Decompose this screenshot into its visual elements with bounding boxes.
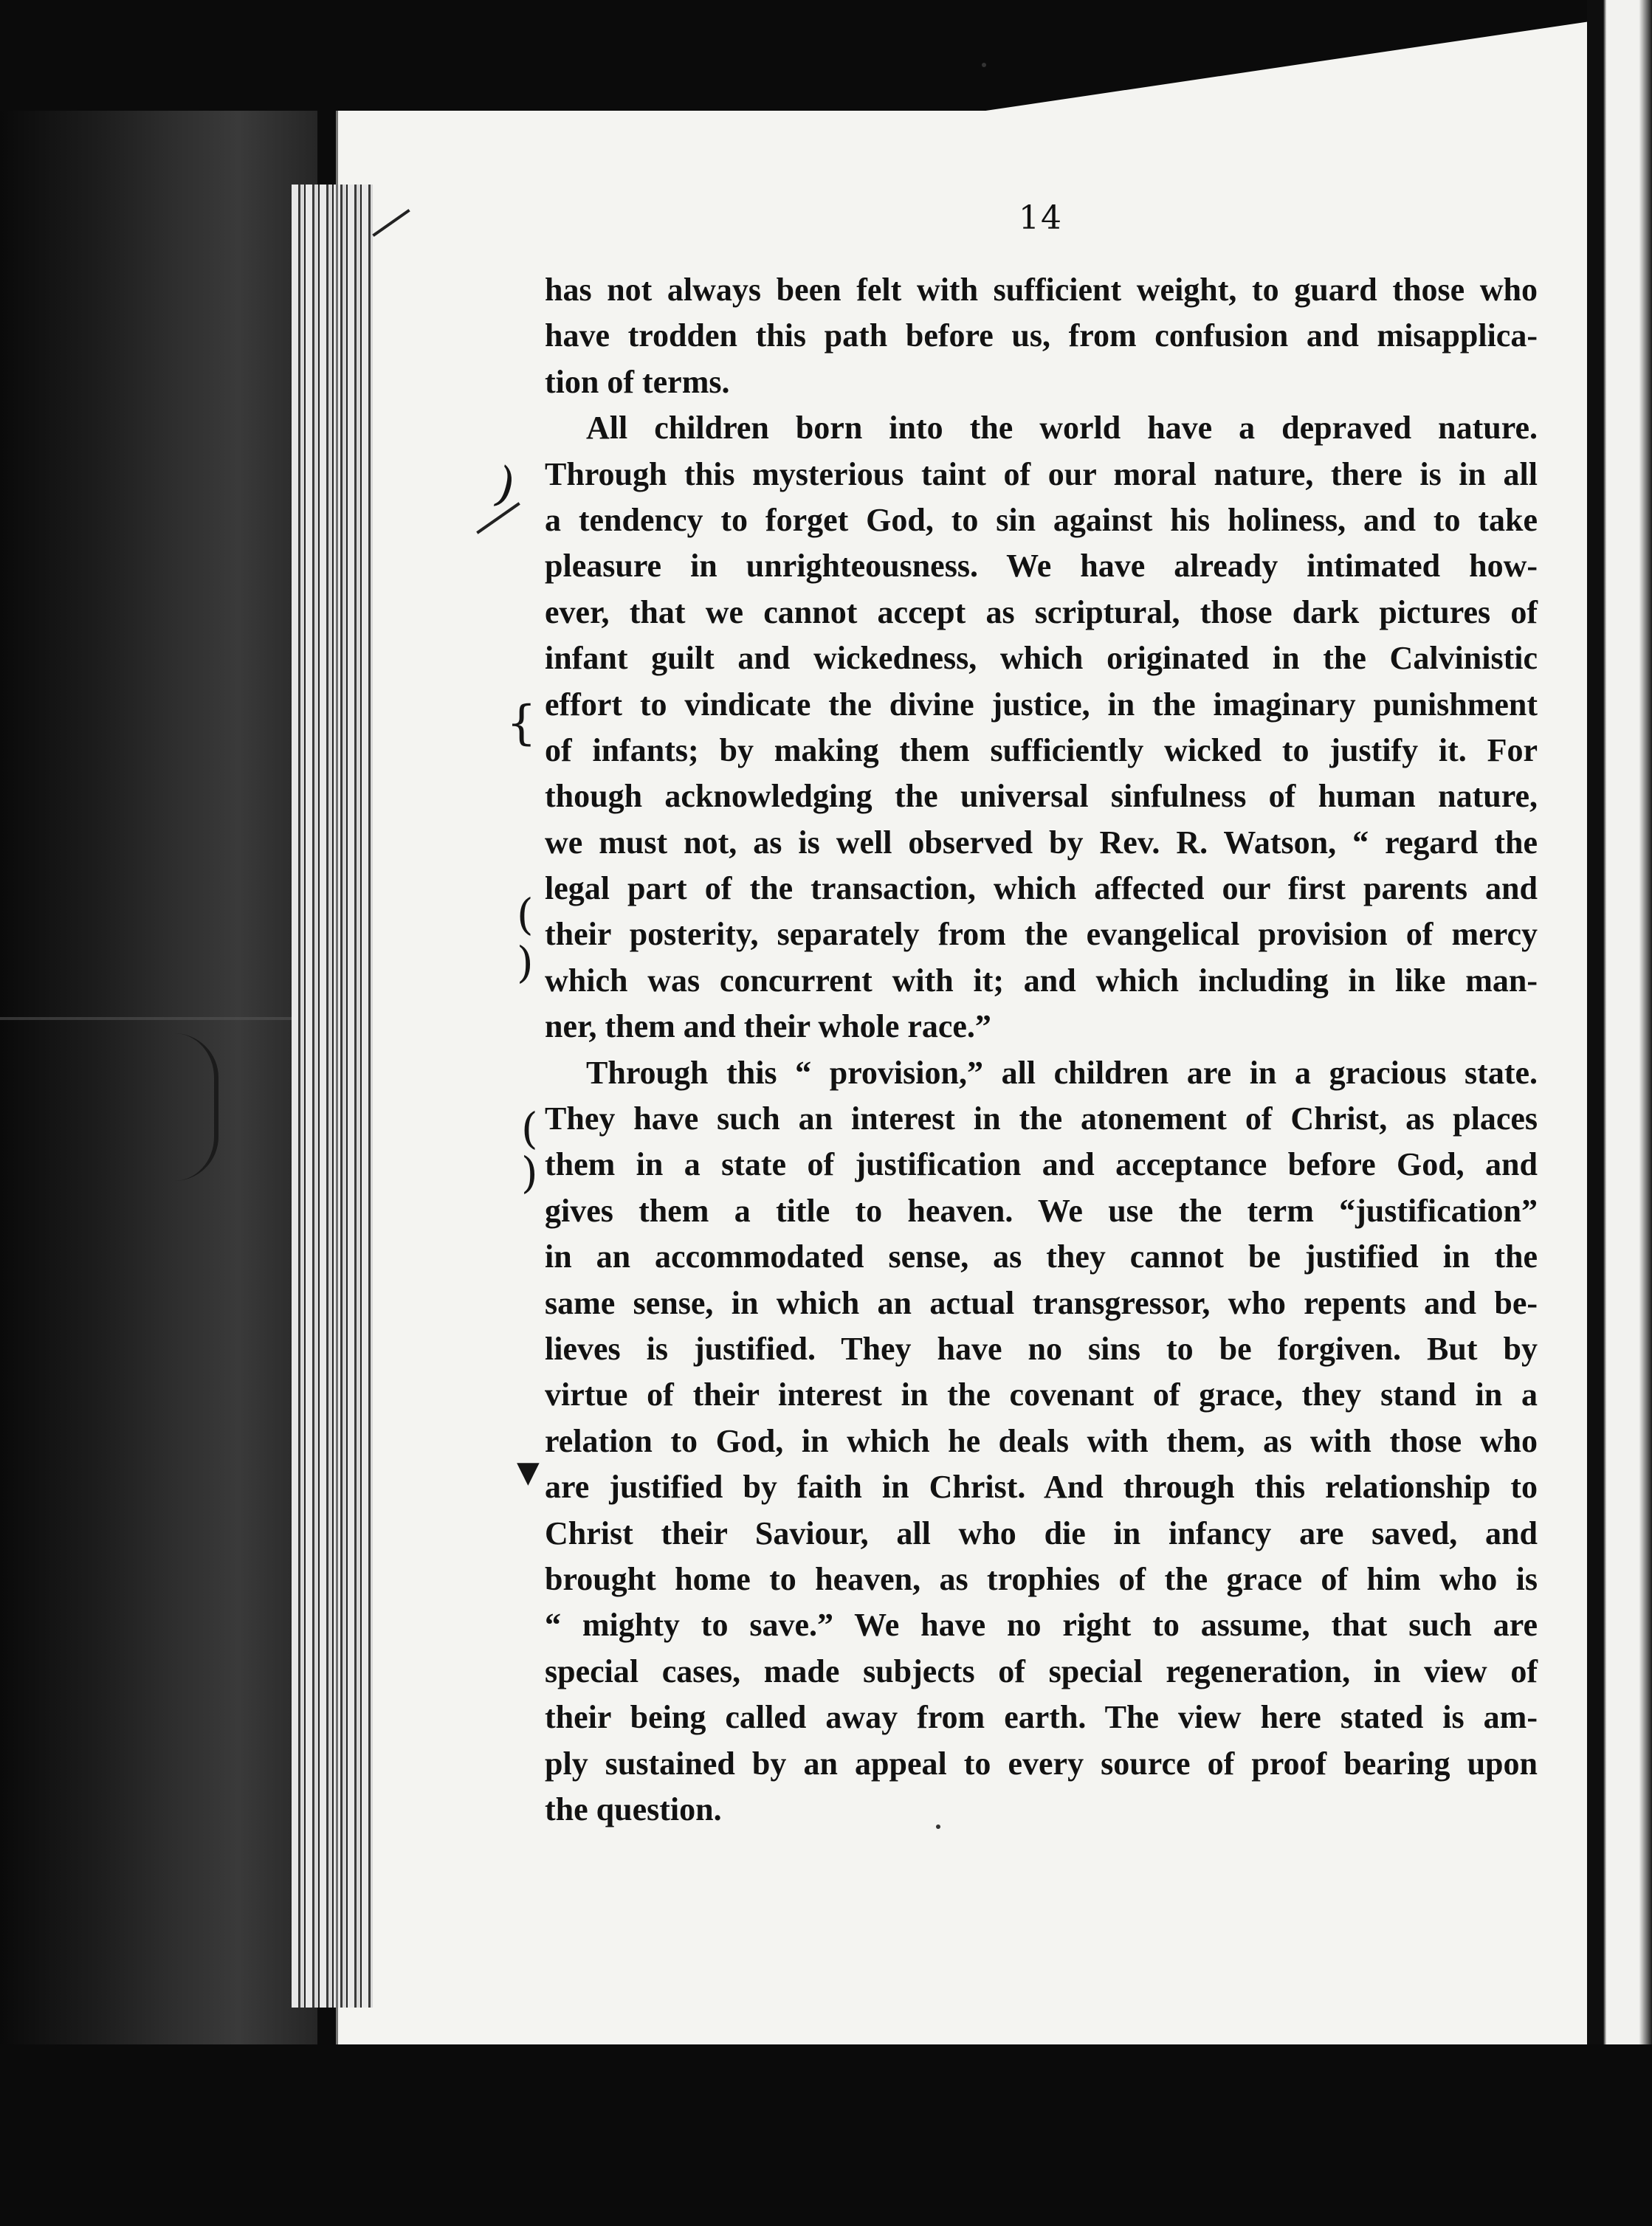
text-line: tion of terms. [545,363,730,400]
text-line: have trodden this path before us, from confusion and misapplica- [545,317,1538,354]
text-line: same sense, in which an actual transgressor, who repents and be- [545,1284,1538,1321]
text-line: Through this “ provision,” all children are in a gracious state. [586,1054,1538,1091]
text-line: legal part of the transaction, which affected our first parents and [545,870,1538,907]
text-line: Christ their Saviour, all who die in infancy are saved, and [545,1515,1538,1551]
text-line: a tendency to forget God, to sin against his holiness, and to take [545,501,1538,538]
text-line: gives them a title to heaven. We use the term “justification” [545,1192,1538,1229]
page-number: 14 [1019,199,1063,237]
text-line: infant guilt and wickedness, which originated in the Calvinistic [545,640,1538,677]
text-line: ner, them and their whole race.” [545,1008,991,1045]
text-line: pleasure in unrighteousness. We have already intimated how- [545,548,1538,585]
text-line: brought home to heaven, as trophies of the grace of him who is [545,1560,1538,1597]
text-line: their posterity, separately from the evangelical provision of mercy [545,916,1538,953]
facing-page-edge [1587,0,1652,2226]
text-line: of infants; by making them sufficiently wicked to justify it. For [545,731,1538,768]
text-line: though acknowledging the universal sinfulness of human nature, [545,778,1538,815]
margin-brace-icon: { [506,696,537,751]
body-text [545,267,1538,1833]
text-line: which was concurrent with it; and which including in like man- [545,962,1538,999]
text-line: the question. [545,1791,722,1827]
text-line: “ mighty to save.” We have no right to assume, that such are [545,1607,1538,1644]
text-line: we must not, as is well observed by Rev. R. Watson, “ regard the [545,824,1538,861]
text-line: relation to God, in which he deals with them, as with those who [545,1422,1538,1459]
margin-arrow-icon: ▼ [517,1455,540,1489]
text-line: ever, that we cannot accept as scriptural, those dark pictures of [545,593,1538,630]
text-line: has not always been felt with sufficient weight, to guard those who [545,272,1538,308]
text-line: are justified by faith in Christ. And through this relationship to [545,1469,1538,1506]
margin-bracket-icon: ) [517,937,534,988]
text-line: them in a state of justification and acceptance before God, and [545,1146,1538,1183]
text-line: special cases, made subjects of special regeneration, in view of [545,1653,1538,1689]
margin-bracket-icon: ) [521,1148,538,1198]
text-line: All children born into the world have a depraved nature. [586,410,1538,447]
text-line: virtue of their interest in the covenant of grace, they stand in a [545,1376,1538,1413]
text-line: their being called away from earth. The view here stated is am- [545,1699,1538,1736]
gutter-smudge [111,1033,218,1181]
text-line: Through this mysterious taint of our moral nature, there is in all [545,455,1538,492]
text-line: effort to vindicate the divine justice, in the imaginary punishment [545,686,1538,723]
text-line: ply sustained by an appeal to every source of proof bearing upon [545,1745,1538,1782]
dust-speck [982,63,986,67]
margin-bracket-icon: ( [517,889,534,940]
margin-mark-icon: ) [489,457,522,514]
text-line: lieves is justified. They have no sins to be forgiven. But by [545,1330,1538,1367]
gutter-crease [0,1017,317,1020]
margin-bracket-icon: ( [521,1103,538,1154]
scan-bottom-border [0,2044,1652,2226]
text-line: They have such an interest in the atonement of Christ, as places [545,1100,1538,1137]
text-line: in an accommodated sense, as they cannot be justified in the [545,1238,1538,1275]
